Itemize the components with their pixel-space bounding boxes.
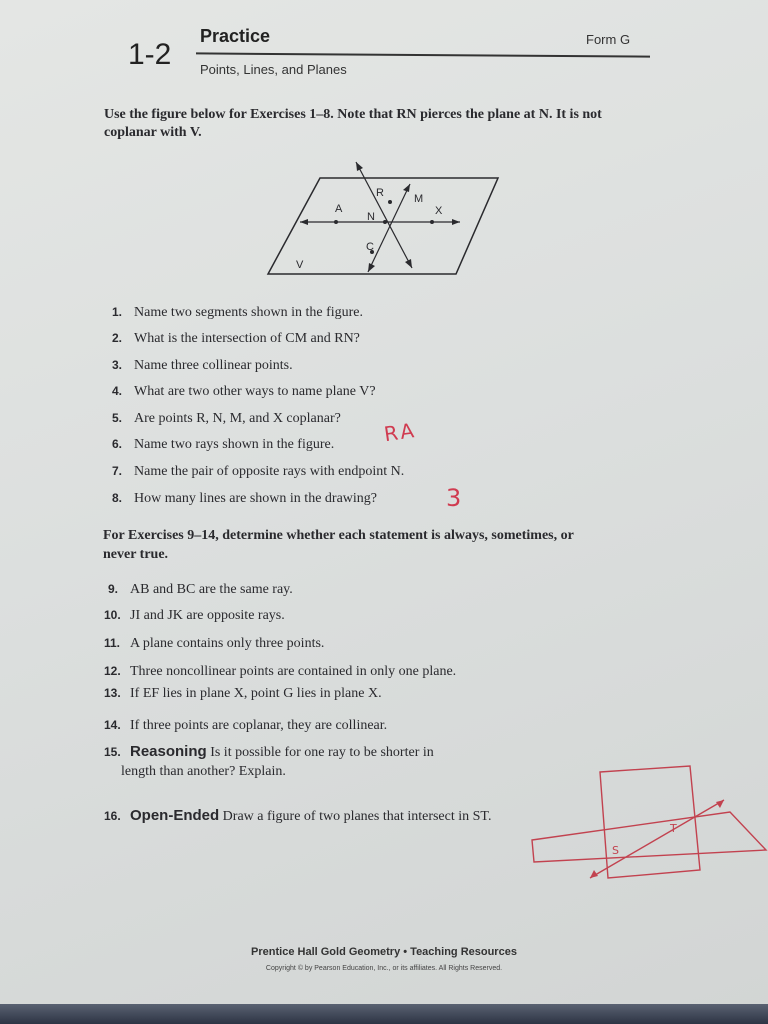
question-number: 16. (104, 809, 121, 823)
label-r: R (376, 187, 384, 199)
point-x (430, 220, 434, 224)
point-n (383, 220, 387, 224)
statement-text: AB and BC are the same ray. (130, 582, 293, 597)
form-label: Form G (586, 32, 631, 47)
question-15 (104, 743, 434, 762)
lesson-number: 1-2 (128, 38, 172, 71)
question-2 (112, 329, 360, 348)
statement-11 (104, 634, 324, 653)
question-text: Is it possible for one ray to be shorter in (210, 745, 434, 760)
arrow-n-down (405, 259, 412, 268)
question-number: 15. (104, 745, 121, 759)
arrow-r-up (356, 162, 363, 171)
statement-9 (108, 580, 293, 599)
question-label: Open-Ended (130, 807, 220, 824)
footer-title: Prentice Hall Gold Geometry • Teaching Resources (251, 946, 517, 958)
plane-figure (260, 160, 510, 285)
sketch-label-t: T (670, 822, 677, 835)
question-number: 6. (112, 437, 123, 451)
question-text: Draw a figure of two planes that intersect in ST. (222, 809, 492, 824)
question-text: Are points R, N, M, and X coplanar? (134, 411, 341, 426)
statement-text: Three noncollinear points are contained in only one plane. (130, 664, 457, 679)
question-number: 5. (112, 411, 123, 425)
statement-10 (104, 606, 285, 625)
arrow-c-down (368, 263, 375, 272)
instructions-figure: Use the figure below for Exercises 1–8. Note that RN pierces the plane at N. It is not coplanar with V. (104, 107, 602, 140)
question-number: 8. (112, 491, 123, 505)
question-text: What are two other ways to name plane V? (134, 384, 376, 399)
statement-number: 9. (108, 582, 119, 596)
question-text: Name three collinear points. (134, 358, 293, 373)
statement-number: 10. (104, 608, 121, 622)
statement-13 (104, 684, 382, 703)
statement-text: If EF lies in plane X, point G lies in plane X. (130, 686, 382, 701)
label-m: M (414, 193, 424, 205)
arrow-a-left (300, 219, 308, 225)
page-title: Practice (200, 26, 271, 46)
question-15-line2: length than another? Explain. (121, 764, 286, 779)
handwritten-answer-q6: RA (382, 417, 419, 447)
page-bottom-edge (0, 1004, 768, 1024)
statement-text: A plane contains only three points. (130, 636, 325, 651)
label-n: N (367, 211, 375, 223)
label-v: V (296, 259, 304, 271)
statement-number: 12. (104, 664, 121, 678)
question-1 (112, 303, 363, 322)
question-8 (112, 489, 377, 508)
question-number: 7. (112, 464, 123, 478)
statement-text: JI and JK are opposite rays. (130, 608, 285, 623)
question-16 (104, 807, 491, 826)
question-label: Reasoning (130, 743, 207, 760)
question-5 (112, 409, 341, 428)
label-a: A (335, 203, 343, 215)
sketch-line-st (590, 800, 724, 878)
statement-text: If three points are coplanar, they are collinear. (130, 718, 388, 733)
arrow-x-right (452, 219, 460, 225)
question-number: 1. (112, 305, 123, 319)
statement-14 (104, 716, 387, 735)
label-x: X (435, 205, 443, 217)
question-text: Name two segments shown in the figure. (134, 305, 364, 320)
point-a (334, 220, 338, 224)
question-text: Name two rays shown in the figure. (134, 437, 335, 452)
sketch-plane-horizontal (532, 812, 766, 862)
question-4 (112, 382, 376, 401)
question-text: How many lines are shown in the drawing? (134, 491, 377, 506)
sketch-label-s: S (612, 844, 619, 857)
page-subtitle: Points, Lines, and Planes (200, 62, 347, 77)
handwritten-planes-sketch (520, 760, 768, 890)
instructions-statements: For Exercises 9–14, determine whether each statement is always, sometimes, or never true. (103, 528, 574, 562)
question-6 (112, 435, 334, 454)
question-3 (112, 356, 293, 375)
arrow-m-up (403, 184, 410, 192)
footer-copyright: Copyright © by Pearson Education, Inc., or its affiliates. All Rights Reserved. (265, 965, 503, 972)
question-number: 2. (112, 331, 123, 345)
label-c: C (366, 241, 374, 253)
question-text: What is the intersection of CM and RN? (134, 331, 360, 346)
statement-number: 13. (104, 686, 121, 700)
question-number: 4. (112, 384, 123, 398)
question-7 (112, 462, 404, 481)
question-text: Name the pair of opposite rays with endpoint N. (134, 464, 405, 479)
statement-number: 11. (104, 636, 121, 650)
handwritten-answer-q8: 3 (446, 484, 462, 512)
point-m (388, 200, 392, 204)
question-number: 3. (112, 358, 123, 372)
statement-12 (104, 662, 456, 681)
statement-number: 14. (104, 718, 121, 732)
